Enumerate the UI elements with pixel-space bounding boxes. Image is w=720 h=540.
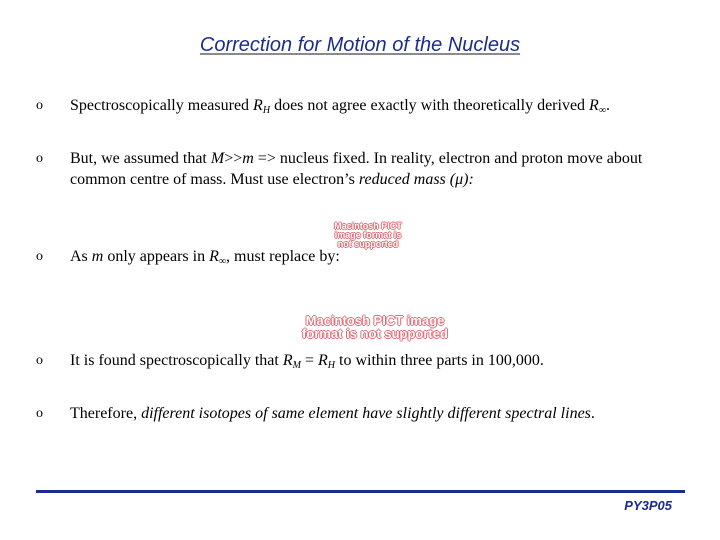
text-run: R xyxy=(589,97,599,114)
text-run: It is found spectroscopically that xyxy=(70,352,283,369)
text-run: . xyxy=(590,405,595,422)
subscript: M xyxy=(292,360,301,371)
bullet-marker: o xyxy=(36,151,43,166)
text-run: R xyxy=(318,352,328,369)
bullet-marker: o xyxy=(36,406,43,421)
text-run: different isotopes of same element have slightly different spectral lines xyxy=(141,405,591,422)
text-run: reduced mass ( xyxy=(358,171,456,188)
text-run: R xyxy=(209,248,219,265)
text-run: to within three parts in 100,000. xyxy=(335,352,544,369)
bullet-text xyxy=(70,246,690,267)
footer-course-code: PY3P05 xyxy=(624,498,672,513)
text-run: >> xyxy=(224,150,243,167)
text-run: , must replace by: xyxy=(226,248,340,265)
bullet-text xyxy=(70,95,690,116)
subscript: ∞ xyxy=(598,105,606,116)
footer-rule xyxy=(36,490,685,493)
bullet-text xyxy=(70,350,690,371)
bullet-text xyxy=(70,148,690,190)
unsupported-image-placeholder: Macintosh PICT image format is not supported xyxy=(302,313,448,341)
text-run: only appears in xyxy=(103,248,210,265)
text-run: . xyxy=(605,97,610,114)
subscript: H xyxy=(327,360,336,371)
unsupported-image-placeholder: Macintosh PICT image format is not supported xyxy=(334,221,402,249)
text-run: As xyxy=(70,248,92,265)
text-run: μ xyxy=(455,171,464,188)
bullet-marker: o xyxy=(36,249,43,264)
subscript: ∞ xyxy=(218,256,227,267)
text-run: = xyxy=(300,352,318,369)
text-run: Therefore, xyxy=(70,405,142,422)
text-run: R xyxy=(253,97,263,114)
slide-title: Correction for Motion of the Nucleus xyxy=(199,34,521,56)
text-run: But, we assumed that xyxy=(70,150,211,167)
bullet-marker: o xyxy=(36,353,43,368)
bullet-text xyxy=(70,403,690,424)
text-run: Spectroscopically measured xyxy=(70,97,254,114)
subscript: H xyxy=(262,105,271,116)
text-run: R xyxy=(282,352,293,369)
text-run: M xyxy=(210,150,225,167)
text-run: ): xyxy=(463,171,474,188)
text-run: m xyxy=(91,248,104,265)
text-run: m xyxy=(242,150,254,167)
text-run: does not agree exactly with theoretically derived xyxy=(270,97,590,114)
text-run: => nucleus fixed. In reality, electron and proton move about common centre of mass. Must use electron’s xyxy=(70,150,643,188)
bullet-marker: o xyxy=(36,98,43,113)
